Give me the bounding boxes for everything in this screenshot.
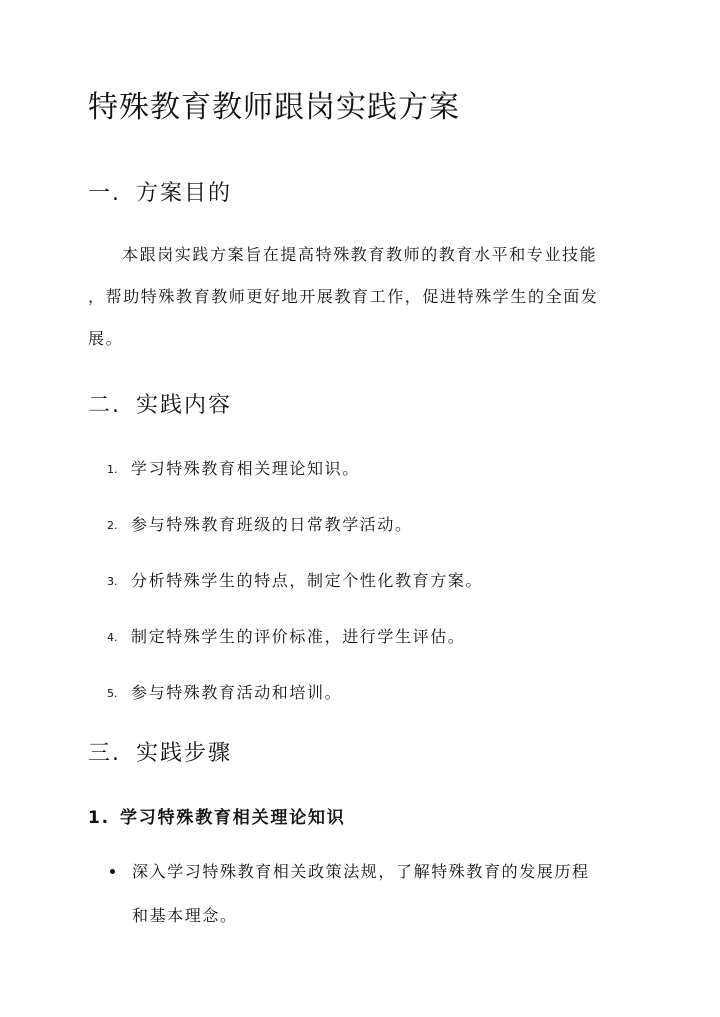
list-item-text: 分析特殊学生的特点，制定个性化教育方案。 <box>131 571 484 590</box>
section-heading-text: 实践步骤 <box>136 741 233 766</box>
subsection-heading-text: 学习特殊教育相关理论知识 <box>120 808 346 828</box>
list-marker: 2. <box>107 519 118 532</box>
list-marker: 4. <box>107 631 118 644</box>
section-heading-purpose <box>88 176 232 207</box>
list-item-text: 参与特殊教育班级的日常教学活动。 <box>131 515 413 534</box>
bullet-dot-icon <box>110 869 115 874</box>
bullet-line: 深入学习特殊教育相关政策法规，了解特殊教育的发展历程 <box>132 862 590 881</box>
list-item-text: 学习特殊教育相关理论知识。 <box>131 459 360 478</box>
bullet-line: 和基本理念。 <box>132 906 238 925</box>
paragraph-line: 展。 <box>88 329 124 348</box>
section-heading-content <box>88 388 232 419</box>
purpose-paragraph <box>88 234 633 360</box>
list-item <box>107 568 483 591</box>
list-item <box>107 512 413 535</box>
paragraph-line: 本跟岗实践方案旨在提高特殊教育教师的教育水平和专业技能 <box>122 245 598 264</box>
section-heading-text: 实践内容 <box>136 393 233 418</box>
section-number: 三. <box>88 741 121 766</box>
list-marker: 5. <box>107 687 118 700</box>
section-heading-steps <box>88 736 232 767</box>
subsection-heading <box>88 803 346 828</box>
paragraph-line: ，帮助特殊教育教师更好地开展教育工作，促进特殊学生的全面发 <box>88 287 599 306</box>
list-item-text: 参与特殊教育活动和培训。 <box>131 683 343 702</box>
section-number: 二. <box>88 393 121 418</box>
section-number: 一. <box>88 181 121 206</box>
list-item-text: 制定特殊学生的评价标准，进行学生评估。 <box>131 627 466 646</box>
bullet-item <box>107 850 590 938</box>
section-heading-text: 方案目的 <box>136 181 233 206</box>
subsection-number: 1. <box>88 808 110 828</box>
document-title: 特殊教育教师跟岗实践方案 <box>88 90 460 125</box>
list-item <box>107 680 342 703</box>
list-marker: 1. <box>107 463 118 476</box>
list-item <box>107 624 465 647</box>
list-marker: 3. <box>107 575 118 588</box>
list-item <box>107 456 360 479</box>
